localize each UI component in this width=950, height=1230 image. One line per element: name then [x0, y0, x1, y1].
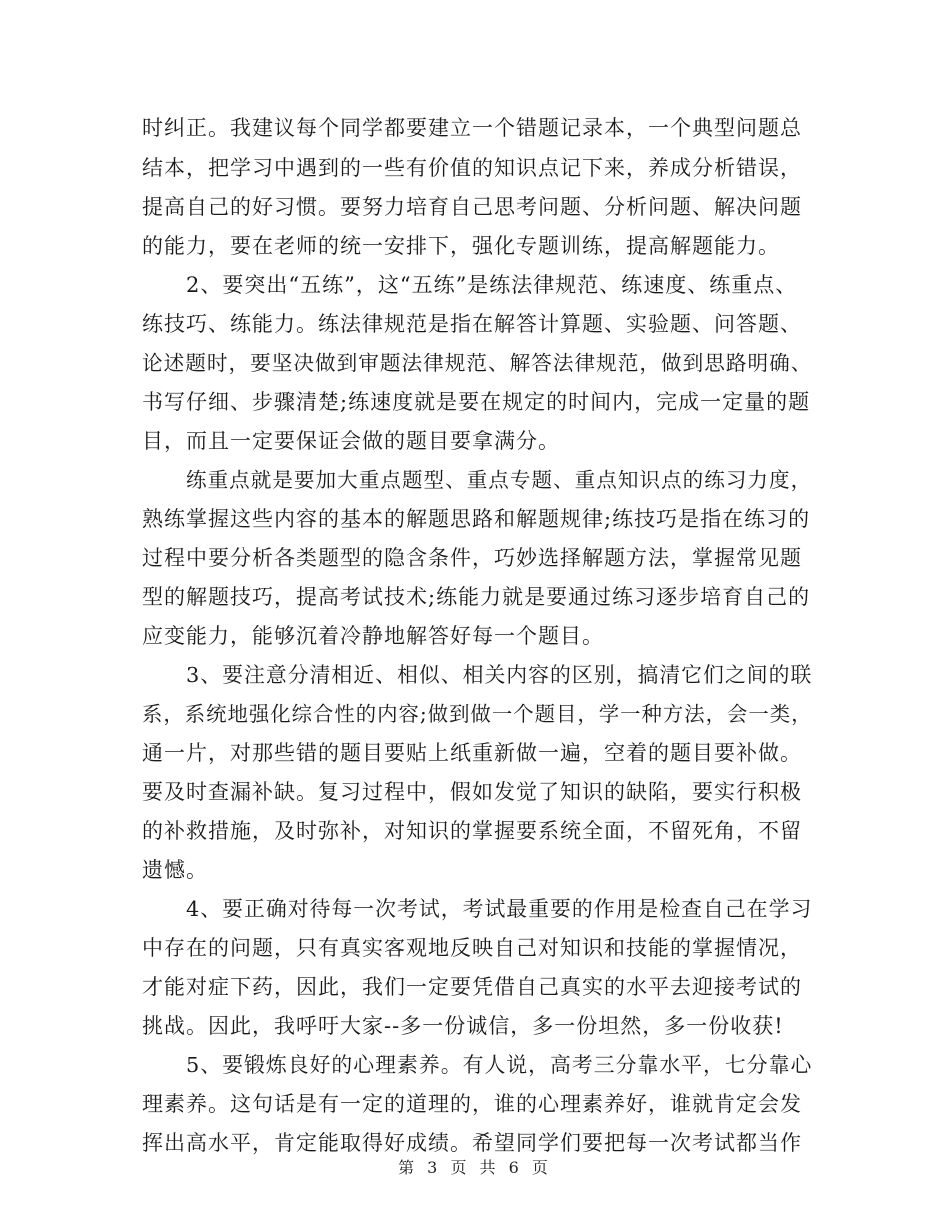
text-line: 过程中要分析各类题型的隐含条件，巧妙选择解题方法，掌握常见题 [142, 546, 802, 570]
text-line: 书写仔细、步骤清楚;练速度就是要在规定的时间内，完成一定量的题 [142, 390, 811, 414]
text-line: 3、要注意分清相近、相似、相关内容的区别，搞清它们之间的联 [186, 663, 813, 687]
text-line: 挥出高水平，肯定能取得好成绩。希望同学们要把每一次考试都当作 [142, 1131, 802, 1155]
text-line: 2、要突出“五练”，这“五练”是练法律规范、练速度、练重点、 [186, 273, 798, 297]
text-line: 的补救措施，及时弥补，对知识的掌握要系统全面，不留死角，不留 [142, 819, 802, 843]
text-line: 要及时查漏补缺。复习过程中，假如发觉了知识的缺陷，要实行积极 [142, 780, 802, 804]
text-line: 型的解题技巧，提高考试技术;练能力就是要通过练习逐步培育自己的 [142, 585, 811, 609]
text-line: 的能力，要在老师的统一安排下，强化专题训练，提高解题能力。 [142, 234, 780, 258]
text-line: 时纠正。我建议每个同学都要建立一个错题记录本，一个典型问题总 [142, 116, 802, 140]
text-line: 理素养。这句话是有一定的道理的，谁的心理素养好，谁就肯定会发 [142, 1092, 802, 1116]
text-line: 系，系统地强化综合性的内容;做到做一个题目，学一种方法，会一类， [142, 702, 813, 726]
text-line: 通一片，对那些错的题目要贴上纸重新做一遍，空着的题目要补做。 [142, 741, 802, 765]
text-line: 挑战。因此，我呼吁大家--多一份诚信，多一份坦然，多一份收获! [142, 1014, 784, 1038]
text-line: 结本，把学习中遇到的一些有价值的知识点记下来，养成分析错误， [142, 156, 802, 180]
text-line: 才能对症下药，因此，我们一定要凭借自己真实的水平去迎接考试的 [142, 975, 802, 999]
text-line: 中存在的问题，只有真实客观地反映自己对知识和技能的掌握情况， [142, 936, 802, 960]
text-line: 5、要锻炼良好的心理素养。有人说，高考三分靠水平，七分靠心 [186, 1053, 813, 1077]
text-line: 练重点就是要加大重点题型、重点专题、重点知识点的练习力度， [186, 468, 813, 492]
page-footer: 第 3 页 共 6 页 [398, 1158, 552, 1177]
text-line: 论述题时，要坚决做到审题法律规范、解答法律规范，做到思路明确、 [142, 351, 813, 375]
text-line: 遗憾。 [142, 858, 208, 882]
text-line: 提高自己的好习惯。要努力培育自己思考问题、分析问题、解决问题 [142, 195, 802, 219]
text-line: 应变能力，能够沉着冷静地解答好每一个题目。 [142, 624, 604, 648]
text-line: 熟练掌握这些内容的基本的解题思路和解题规律;练技巧是指在练习的 [142, 507, 811, 531]
text-line: 目，而且一定要保证会做的题目要拿满分。 [142, 429, 560, 453]
text-line: 4、要正确对待每一次考试，考试最重要的作用是检查自己在学习 [186, 897, 813, 921]
text-line: 练技巧、练能力。练法律规范是指在解答计算题、实验题、问答题、 [142, 312, 802, 336]
